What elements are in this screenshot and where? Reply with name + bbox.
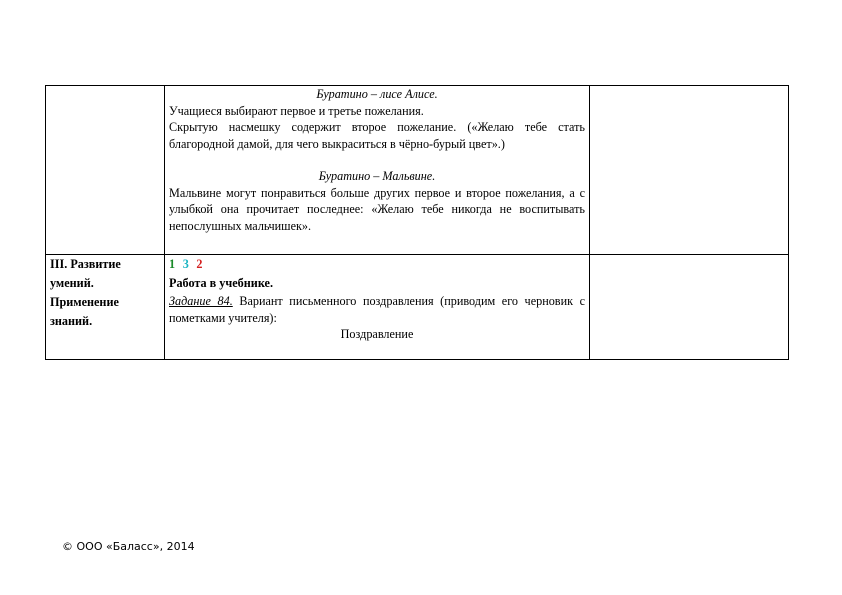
- difficulty-markers: [169, 256, 585, 273]
- stage-label-line: Применение: [50, 295, 119, 309]
- paragraph: Мальвине могут понравиться больше других первое и второе пожелания, а с улыбкой она прочитает последнее: «Желаю тебе никогда не воспитывать непослушных мальчишек».: [169, 185, 585, 233]
- notes-cell: [590, 86, 789, 255]
- task-label: Задание 84.: [169, 294, 233, 308]
- stage-label-line: умений.: [50, 276, 94, 290]
- stage-label-line: III. Развитие: [50, 257, 121, 271]
- work-heading: Работа в учебнике.: [169, 275, 273, 290]
- task-text: Вариант письменного поздравления (приводим его черновик с пометками учителя):: [169, 294, 585, 325]
- lesson-table: [45, 85, 789, 360]
- marker-cyan: 3: [182, 257, 190, 271]
- paragraph: Учащиеся выбирают первое и третье пожелания.: [169, 103, 424, 118]
- paragraph: Скрытую насмешку содержит второе пожелание. («Желаю тебе стать благородной дамой, для чего выкраситься в чёрно-бурый цвет».): [169, 120, 585, 151]
- notes-cell: [590, 255, 789, 360]
- spacer: [169, 152, 585, 168]
- task-paragraph: [169, 293, 585, 326]
- section-heading: Буратино – Мальвине.: [318, 169, 436, 183]
- table-row: [46, 86, 789, 255]
- stage-cell: [46, 86, 165, 255]
- marker-red: 2: [196, 257, 203, 271]
- content-cell: [165, 255, 590, 360]
- stage-cell: [46, 255, 165, 360]
- table-row: [46, 255, 789, 360]
- marker-green: 1: [169, 257, 176, 271]
- section-heading: Буратино – лисе Алисе.: [316, 87, 438, 101]
- stage-label-line: знаний.: [50, 314, 93, 328]
- content-cell: [165, 86, 590, 255]
- copyright-footer: © ООО «Баласс», 2014: [62, 540, 195, 553]
- centered-title: Поздравление: [340, 327, 414, 341]
